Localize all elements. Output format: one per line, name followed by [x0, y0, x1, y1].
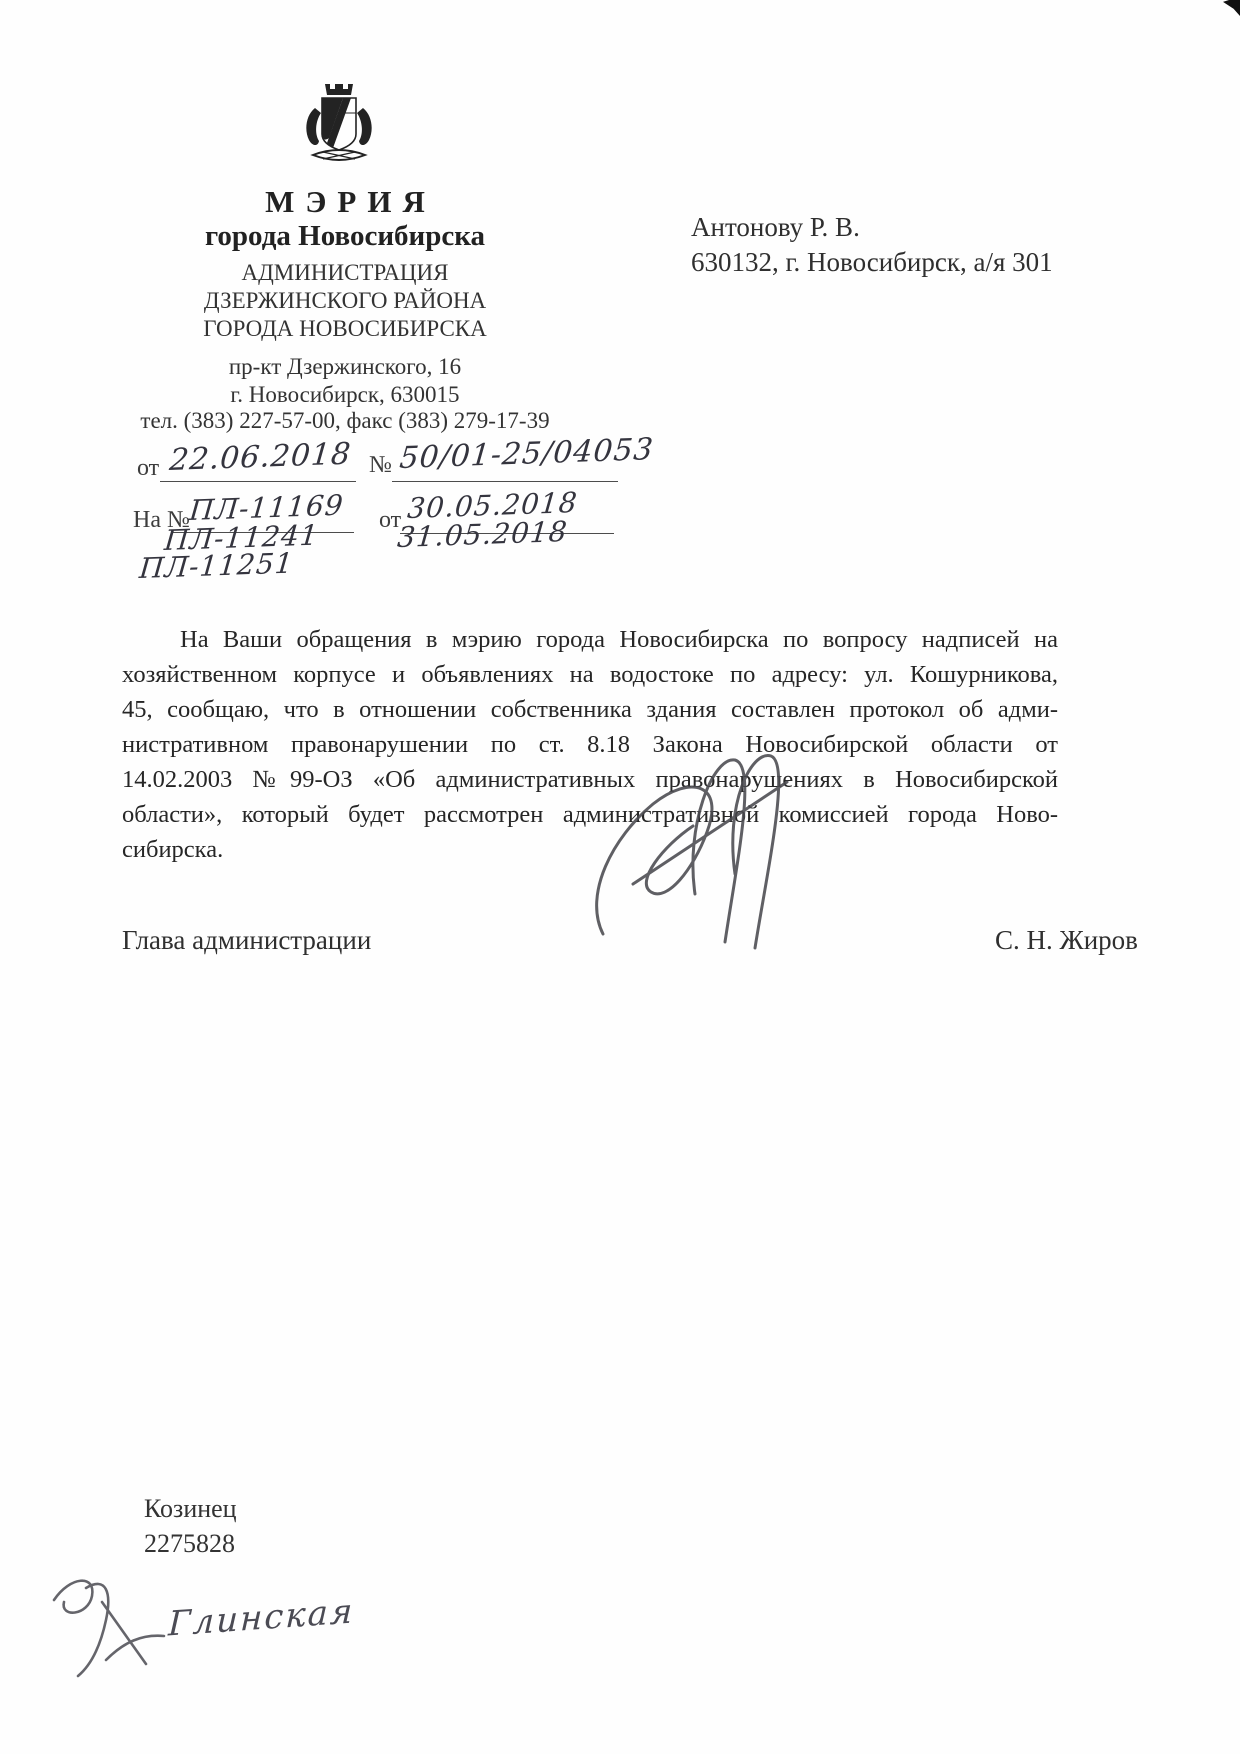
- org-title: МЭРИЯ: [265, 184, 436, 219]
- number-underline: [392, 481, 618, 482]
- org-phone-fax: тел. (383) 227-57-00, факс (383) 279-17-39: [140, 408, 550, 433]
- reply-number-1-handwritten: ПЛ-11169: [188, 488, 346, 527]
- org-street-address: пр-кт Дзержинского, 16: [228, 354, 462, 379]
- body-line: сибирска.: [122, 836, 224, 863]
- signer-position: Глава администрации: [122, 925, 372, 955]
- outgoing-number-handwritten: 50/01-25/04053: [398, 431, 656, 476]
- outgoing-date-handwritten: 22.06.2018: [168, 436, 353, 478]
- reply-date-2-handwritten: 31.05.2018: [396, 514, 570, 554]
- org-city: ГОРОДА НОВОСИБИРСКА: [203, 316, 487, 341]
- reply-number-3-handwritten: ПЛ-11251: [138, 546, 296, 585]
- reply-date-label: от: [379, 507, 402, 533]
- org-administration: АДМИНИСТРАЦИЯ: [241, 260, 449, 285]
- body-line: 45, сообщаю, что в отношении собственника здания составлен протокол об адми-: [122, 696, 1058, 723]
- outgoing-date-label: от: [137, 455, 160, 481]
- body-line: области», который будет рассмотрен административной комиссией города Ново-: [122, 801, 1058, 828]
- signer-name: С. Н. Жиров: [995, 925, 1138, 955]
- org-city-postcode: г. Новосибирск, 630015: [230, 382, 460, 407]
- coat-of-arms-novosibirsk-icon: [301, 82, 377, 166]
- body-line: хозяйственном корпусе и объявлениях на водостоке по адресу: ул. Кошурникова,: [122, 661, 1058, 688]
- signature-flourish-glinskaya: [48, 1572, 188, 1682]
- scan-artifact-corner: [1223, 0, 1240, 16]
- executor-phone: 2275828: [144, 1529, 235, 1558]
- recipient-address: 630132, г. Новосибирск, а/я 301: [691, 247, 1053, 277]
- date-underline: [160, 481, 356, 482]
- body-line: На Ваши обращения в мэрию города Новосибирска по вопросу надписей на: [180, 626, 1058, 653]
- reply-number-2-handwritten: ПЛ-11241: [163, 518, 321, 557]
- handwritten-surname: Глинская: [167, 1591, 356, 1645]
- org-district: ДЗЕРЖИНСКОГО РАЙОНА: [203, 288, 487, 313]
- body-line: 14.02.2003 №99-ОЗ «Об административных правонарушениях в Новосибирской: [122, 766, 1058, 793]
- recipient-name: Антонову Р. В.: [691, 212, 860, 242]
- reply-date-1-handwritten: 30.05.2018: [406, 485, 580, 525]
- reply-to-label: На №: [133, 507, 190, 533]
- org-subtitle: города Новосибирска: [204, 220, 486, 252]
- body-line: нистративном правонарушении по ст. 8.18 Закона Новосибирской области от: [122, 731, 1058, 758]
- outgoing-number-label: №: [369, 452, 392, 478]
- executor-name: Козинец: [144, 1494, 237, 1523]
- signature-scribble-zhirov: [575, 742, 815, 952]
